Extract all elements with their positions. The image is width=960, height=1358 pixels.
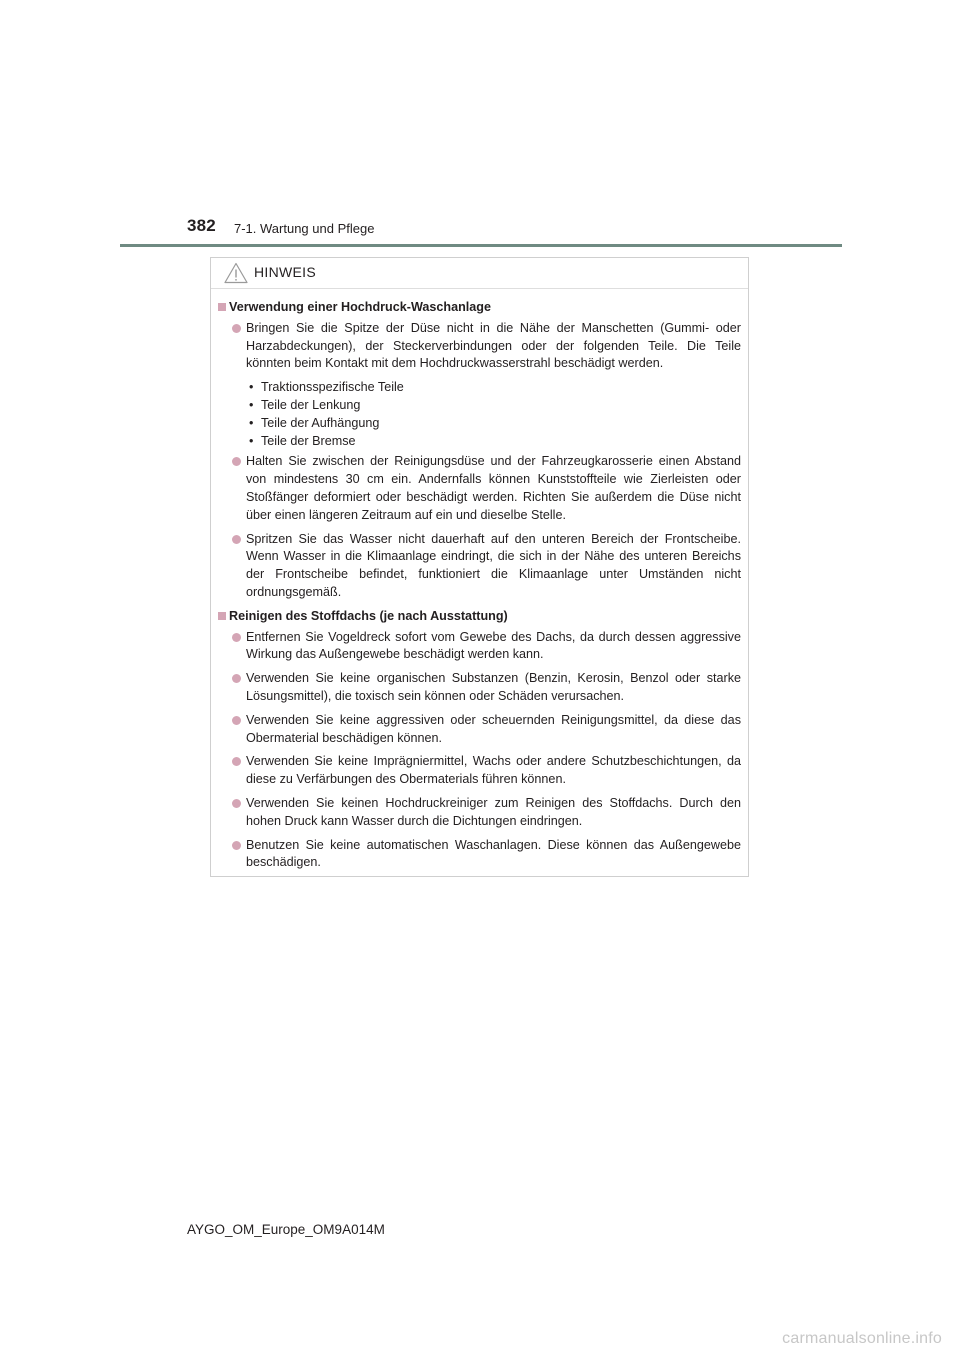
notice-box: [210, 257, 749, 877]
circle-bullet-icon: [232, 324, 241, 333]
circle-bullet-icon: [232, 799, 241, 808]
list-item: Bringen Sie die Spitze der Düse nicht in die Nähe der Manschetten (Gummi- oder Harzabdeckungen), der Steckerverbindungen oder der folgenden Teile. Die Teile könnten beim Kontakt mit dem Hochdruckwasserstrahl beschädigt werden.: [216, 320, 741, 373]
page-header: [187, 216, 840, 246]
sub-list: [216, 379, 741, 450]
list-item: Entfernen Sie Vogeldreck sofort vom Gewebe des Dachs, da durch dessen aggressive Wirkung das Außengewebe beschädigt werden kann.: [216, 629, 741, 665]
notice-body: [211, 299, 748, 878]
circle-bullet-icon: [232, 674, 241, 683]
list-item: Verwenden Sie keine aggressiven oder scheuernden Reinigungsmittel, da diese das Obermaterial beschädigen können.: [216, 712, 741, 748]
sub-list-item: • Teile der Aufhängung: [249, 415, 380, 430]
circle-bullet-icon: [232, 457, 241, 466]
watermark: carmanualsonline.info: [782, 1330, 942, 1347]
circle-bullet-icon: [232, 841, 241, 850]
list-item: Benutzen Sie keine automatischen Waschanlagen. Diese können das Außengewebe beschädigen.: [216, 837, 741, 873]
section-title: 7-1. Wartung und Pflege: [234, 221, 375, 236]
square-bullet-icon: [218, 612, 226, 620]
list-item: Verwenden Sie keine Imprägniermittel, Wachs oder andere Schutzbeschichtungen, da diese zu Verfärbungen des Obermaterials führen können.: [216, 753, 741, 789]
list-item: Spritzen Sie das Wasser nicht dauerhaft auf den unteren Bereich der Frontscheibe. Wenn Wasser in die Klimaanlage eindringt, die sich in der Nähe des unteren Bereichs der Frontscheibe befindet, funktioniert die Klimaanlage unter Umständen nicht ordnungsgemäß.: [216, 531, 741, 602]
circle-bullet-icon: [232, 716, 241, 725]
list-item: Verwenden Sie keinen Hochdruckreiniger zum Reinigen des Stoffdachs. Durch den hohen Druck kann Wasser durch die Dichtungen eindringen.: [216, 795, 741, 831]
square-bullet-icon: [218, 303, 226, 311]
section-heading: Verwendung einer Hochdruck-Waschanlage: [216, 299, 741, 317]
page-number: 382: [187, 216, 216, 235]
warning-triangle-icon: [224, 262, 248, 284]
list-item: Verwenden Sie keine organischen Substanzen (Benzin, Kerosin, Benzol oder starke Lösungsmittel), die toxisch sein können oder Schäden verursachen.: [216, 670, 741, 706]
notice-label: HINWEIS: [254, 264, 316, 280]
circle-bullet-icon: [232, 757, 241, 766]
list-item: Halten Sie zwischen der Reinigungsdüse und der Fahrzeugkarosserie einen Abstand von mindestens 30 cm ein. Andernfalls können Kunststoffteile wie Zierleisten oder Stoßfänger deformiert oder beschädigt werden. Richten Sie außerdem die Düse nicht über einen längeren Zeitraum auf ein und dieselbe Stelle.: [216, 453, 741, 524]
sub-list-item: • Teile der Bremse: [249, 433, 356, 448]
notice-header: [211, 258, 748, 289]
document-code: AYGO_OM_Europe_OM9A014M: [187, 1222, 385, 1237]
sub-list-item: • Teile der Lenkung: [249, 397, 361, 412]
header-rule: [120, 244, 842, 247]
circle-bullet-icon: [232, 535, 241, 544]
section-heading: Reinigen des Stoffdachs (je nach Ausstattung): [216, 608, 741, 626]
circle-bullet-icon: [232, 633, 241, 642]
sub-list-item: • Traktionsspezifische Teile: [249, 380, 404, 395]
